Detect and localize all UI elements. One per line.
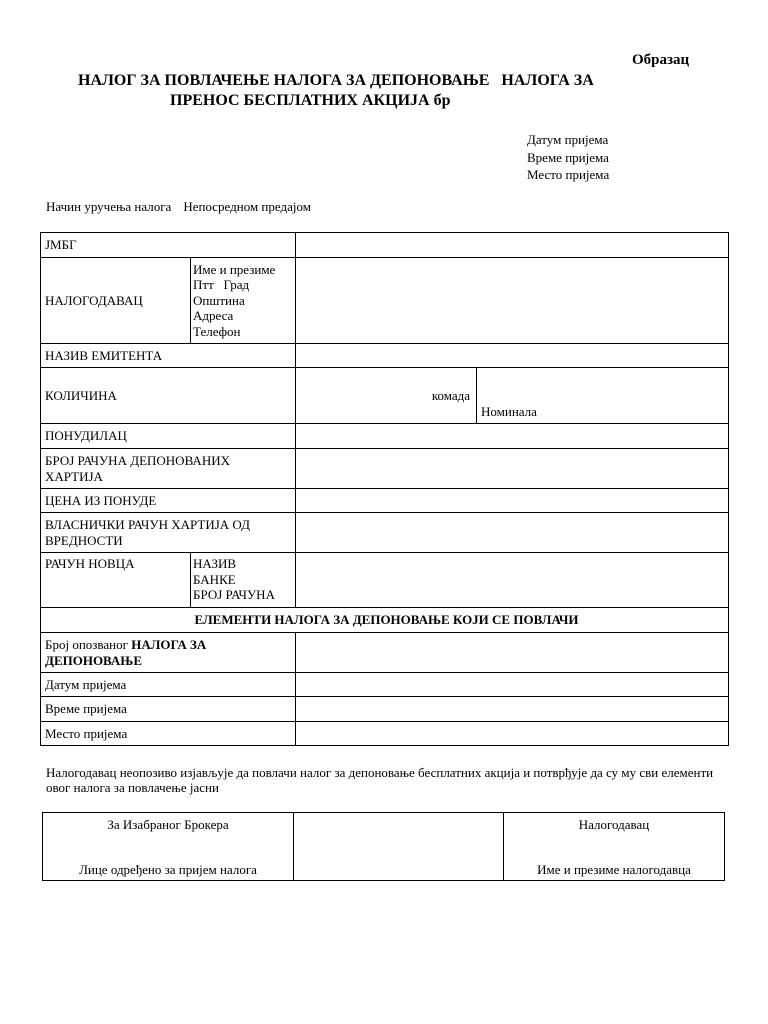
offer-price-label: ЦЕНА ИЗ ПОНУДЕ bbox=[41, 489, 296, 513]
revoked-receipt-date-label: Датум пријема bbox=[41, 673, 296, 697]
principal-fields-labels bbox=[191, 258, 296, 344]
revoked-receipt-date-field[interactable] bbox=[296, 673, 729, 697]
revoked-order-bold-line2: ДЕПОНОВАЊЕ bbox=[45, 652, 142, 668]
receipt-date-label: Датум пријема bbox=[527, 132, 609, 147]
broker-title: За Изабраног Брокера bbox=[107, 817, 229, 832]
revoked-receipt-time-field[interactable] bbox=[296, 697, 729, 722]
principal-label: НАЛОГОДАВАЦ bbox=[41, 258, 191, 344]
principal-postcode-city-label: Птт Град bbox=[193, 277, 250, 293]
table-row bbox=[41, 344, 729, 368]
deposited-account-label bbox=[41, 449, 296, 489]
section-title: ЕЛЕМЕНТИ НАЛОГА ЗА ДЕПОНОВАЊЕ КОЈИ СЕ ПОВЛАЧИ bbox=[41, 608, 729, 633]
bank-name-label-line2: БАНКЕ bbox=[193, 571, 236, 587]
principal-name-label: Име и презиме bbox=[193, 261, 276, 277]
revoked-receipt-place-field[interactable] bbox=[296, 722, 729, 746]
principal-phone-label: Телефон bbox=[193, 323, 241, 339]
form-title-line1: НАЛОГ ЗА ПОВЛАЧЕЊЕ НАЛОГА ЗА ДЕПОНОВАЊЕ НАЛОГА ЗА bbox=[78, 72, 594, 89]
deposited-account-label-line1: БРОЈ РАЧУНА ДЕПОНОВАНИХ bbox=[45, 453, 230, 468]
revoked-order-bold-line1: НАЛОГА ЗА bbox=[131, 637, 207, 652]
quantity-label: КОЛИЧИНА bbox=[41, 368, 296, 424]
table-row bbox=[41, 368, 729, 424]
principal-title: Налогодавац bbox=[578, 817, 650, 832]
principal-subtitle: Име и презиме налогодавца bbox=[537, 862, 691, 877]
table-row bbox=[41, 258, 729, 344]
jmbg-label: ЈМБГ bbox=[41, 233, 296, 258]
broker-subtitle: Лице одређено за пријем налога bbox=[79, 862, 257, 877]
cash-account-label: РАЧУН НОВЦА bbox=[41, 553, 191, 608]
pieces-label: комада bbox=[431, 387, 471, 403]
deposited-account-label-line2: ХАРТИЈА bbox=[45, 468, 103, 484]
securities-account-label-line1: ВЛАСНИЧКИ РАЧУН ХАРТИЈА ОД bbox=[45, 517, 251, 532]
table-row bbox=[41, 449, 729, 489]
delivery-method bbox=[46, 199, 311, 215]
table-row bbox=[41, 424, 729, 449]
table-row bbox=[41, 553, 729, 608]
issuer-name-label: НАЗИВ ЕМИТЕНТА bbox=[41, 344, 296, 368]
form-label: Образац bbox=[632, 52, 690, 68]
revoked-order-label bbox=[41, 633, 296, 673]
receipt-place-label: Место пријема bbox=[527, 167, 610, 182]
blank-signature-cell[interactable] bbox=[294, 813, 504, 881]
issuer-name-field[interactable] bbox=[296, 344, 729, 368]
delivery-method-value: Непосредном предајом bbox=[183, 199, 311, 214]
revoked-order-field[interactable] bbox=[296, 633, 729, 673]
bank-labels bbox=[191, 553, 296, 608]
table-row bbox=[41, 722, 729, 746]
quantity-field[interactable] bbox=[296, 368, 477, 424]
delivery-method-label: Начин уручења налога bbox=[46, 199, 172, 214]
bidder-label: ПОНУДИЛАЦ bbox=[41, 424, 296, 449]
nominal-field[interactable] bbox=[477, 368, 729, 424]
revoked-order-prefix: Број опозваног bbox=[45, 637, 132, 652]
table-row bbox=[41, 489, 729, 513]
cash-account-field[interactable] bbox=[296, 553, 729, 608]
principal-field[interactable] bbox=[296, 258, 729, 344]
revoked-receipt-place-label: Место пријема bbox=[41, 722, 296, 746]
principal-municipality-label: Општина bbox=[193, 292, 245, 308]
table-row bbox=[41, 233, 729, 258]
table-row bbox=[41, 633, 729, 673]
securities-account-label bbox=[41, 513, 296, 553]
offer-price-field[interactable] bbox=[296, 489, 729, 513]
order-table bbox=[40, 232, 729, 746]
bidder-field[interactable] bbox=[296, 424, 729, 449]
receipt-info bbox=[527, 131, 609, 184]
receipt-time-label: Време пријема bbox=[527, 149, 609, 165]
form-title-line2: ПРЕНОС БЕСПЛАТНИХ АКЦИЈА бр bbox=[170, 92, 451, 109]
table-row bbox=[41, 608, 729, 633]
broker-signature-cell[interactable] bbox=[43, 813, 294, 881]
table-row bbox=[41, 697, 729, 722]
account-number-label: БРОЈ РАЧУНА bbox=[193, 587, 275, 602]
deposited-account-field[interactable] bbox=[296, 449, 729, 489]
table-row bbox=[41, 513, 729, 553]
declaration-text: Налогодавац неопозиво изјављује да повлачи налог за депоновање бесплатних акција и потврђује да су му сви елементи овог налога за повлачење јасни bbox=[46, 765, 714, 795]
jmbg-field[interactable] bbox=[296, 233, 729, 258]
nominal-label: Номинала bbox=[481, 403, 537, 419]
principal-signature-cell[interactable] bbox=[504, 813, 725, 881]
securities-account-field[interactable] bbox=[296, 513, 729, 553]
revoked-receipt-time-label: Време пријема bbox=[41, 697, 296, 722]
bank-name-label-line1: НАЗИВ bbox=[193, 556, 237, 571]
table-row bbox=[41, 673, 729, 697]
principal-address-label: Адреса bbox=[193, 308, 234, 324]
signature-table bbox=[42, 812, 725, 881]
securities-account-label-line2: ВРЕДНОСТИ bbox=[45, 532, 123, 548]
